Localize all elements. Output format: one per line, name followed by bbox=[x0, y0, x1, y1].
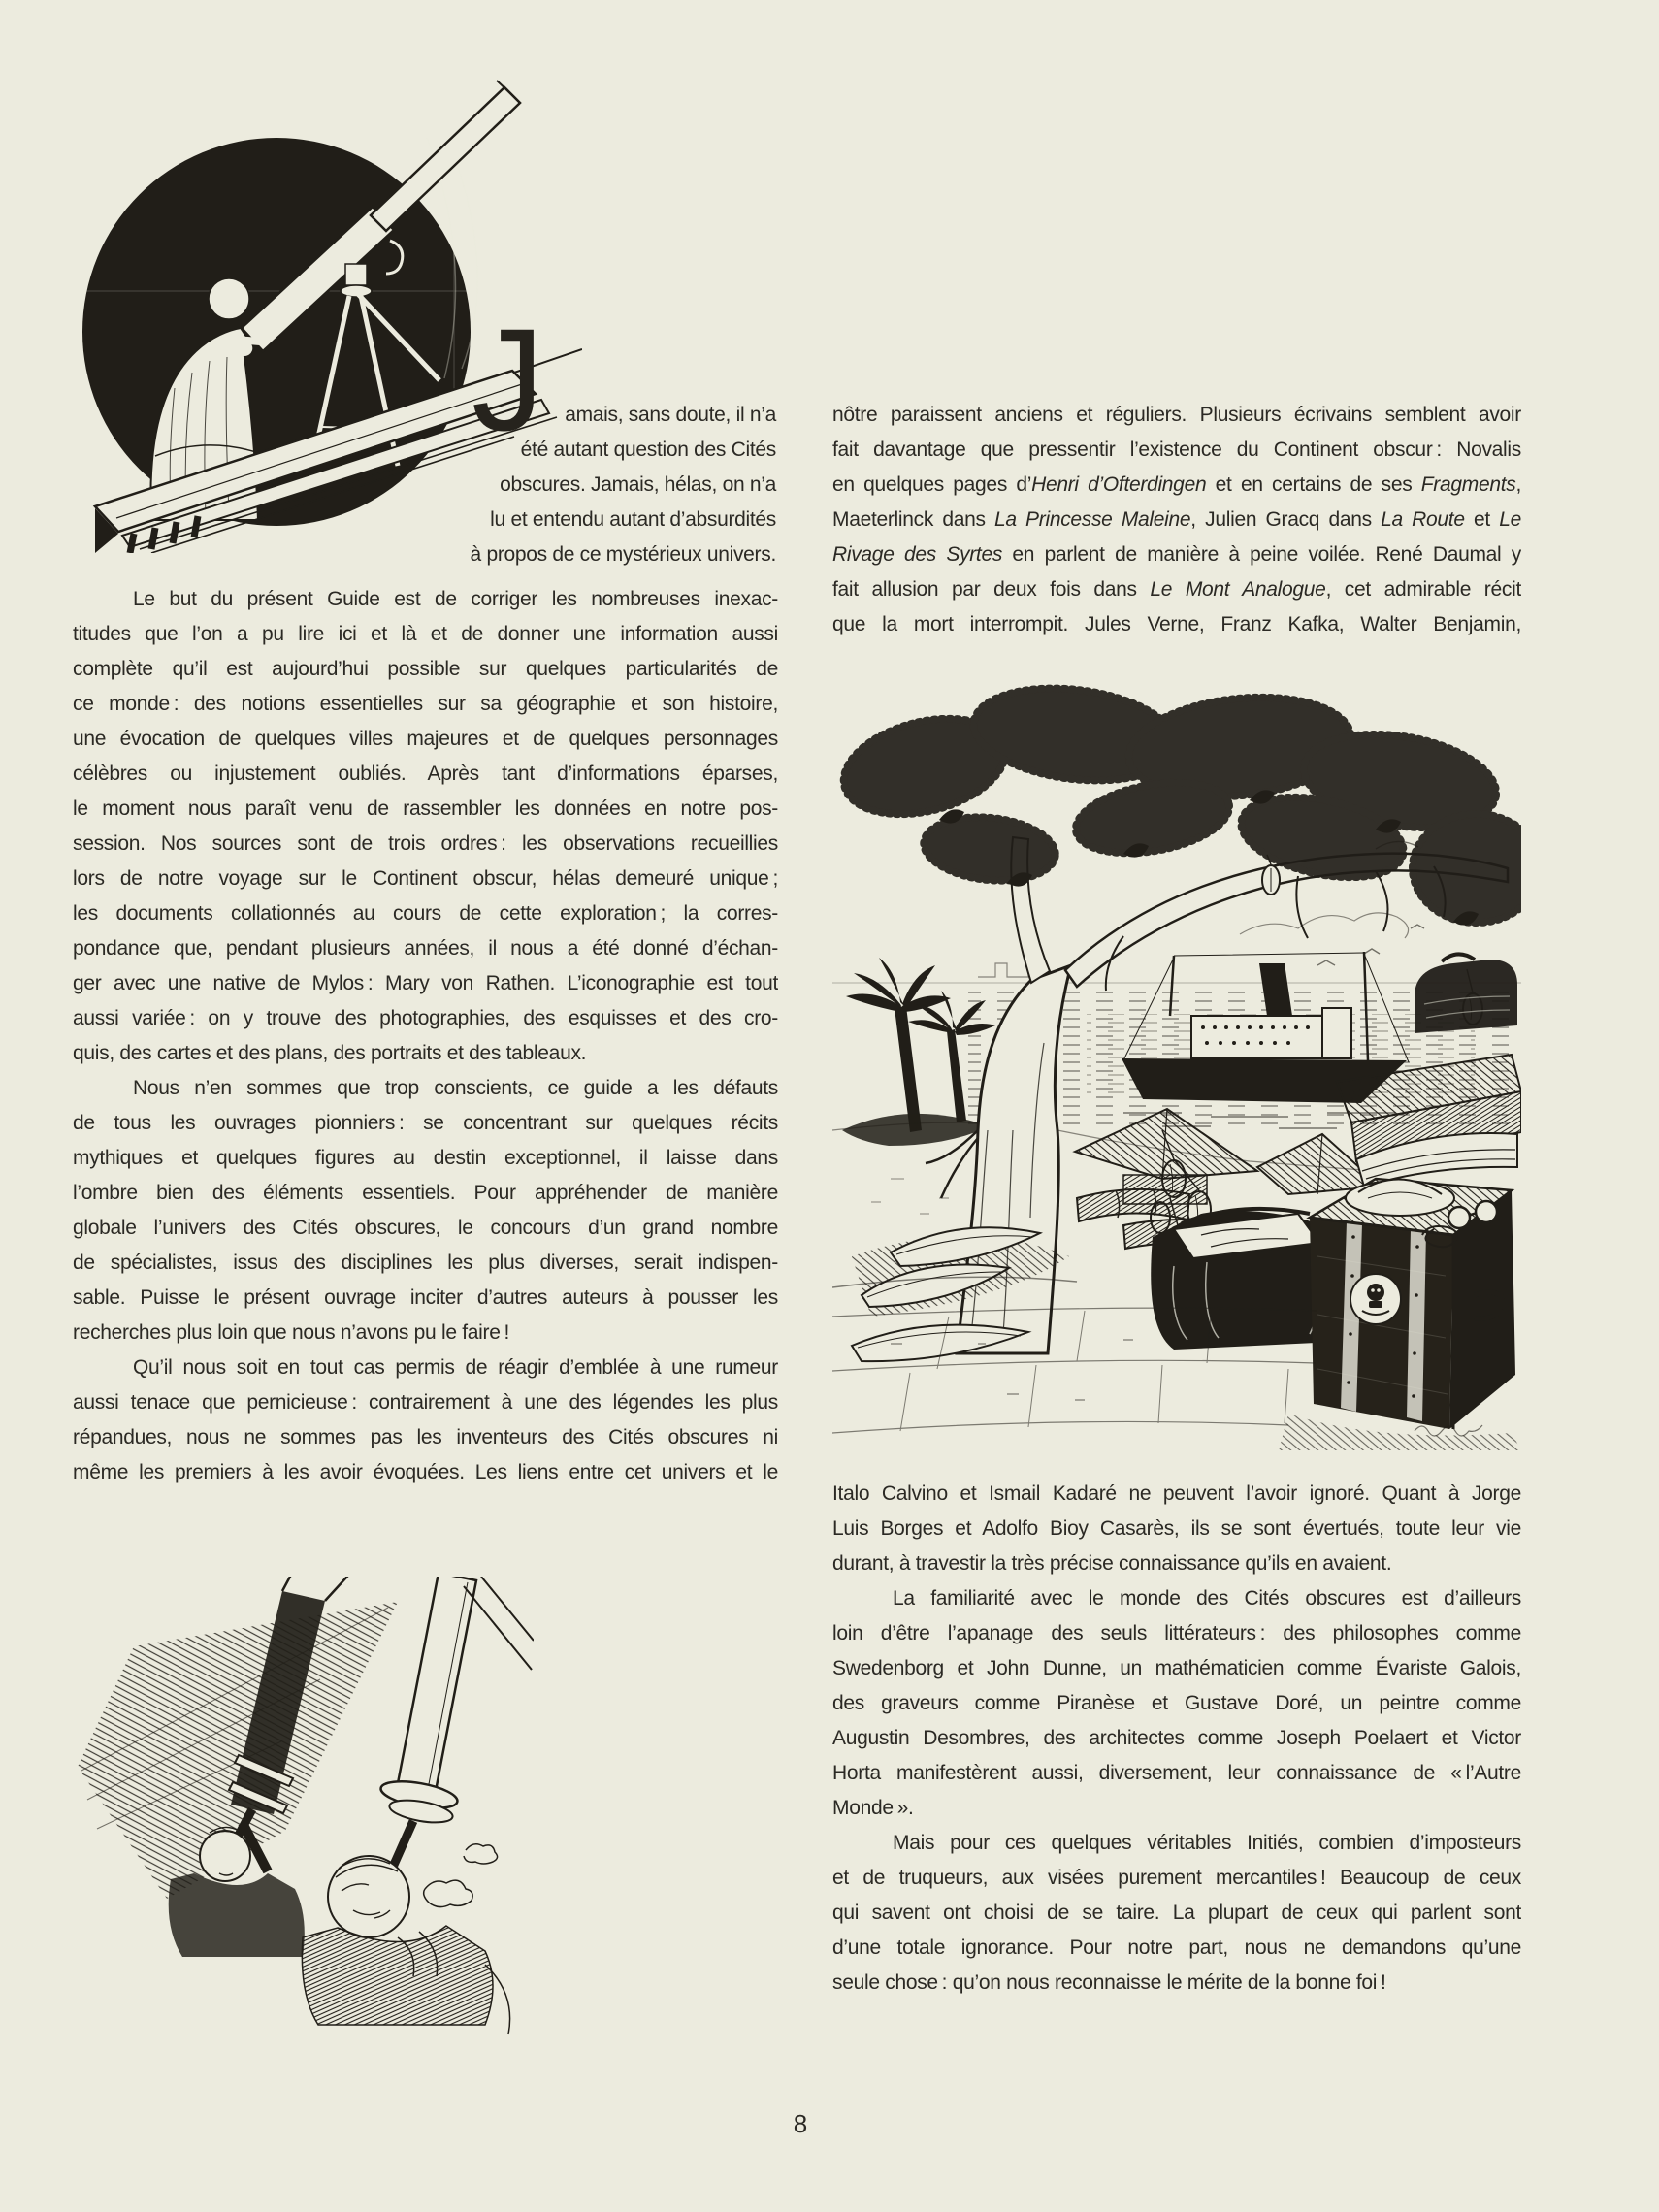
opening-paragraph bbox=[398, 398, 776, 572]
text-line: et de truqueurs, aux visées purement mercantiles ! Beaucoup de ceux bbox=[832, 1867, 1521, 1889]
text-line: globale l’univers des Cités obscures, le concours d’un grand nombre bbox=[73, 1217, 778, 1239]
text-line: fait allusion par deux fois dans Le Mont Analogue, cet admirable récit bbox=[832, 578, 1521, 601]
text-line: amais, sans doute, il n’a bbox=[565, 404, 776, 426]
paragraph bbox=[832, 1581, 1521, 1826]
text-line: que la mort interrompit. Jules Verne, Franz Kafka, Walter Benjamin, bbox=[832, 613, 1521, 635]
text-line: mythiques et quelques figures au destin exceptionnel, il laisse dans bbox=[73, 1147, 778, 1169]
paragraph bbox=[73, 582, 778, 1071]
text-line: les documents collationnés au cours de cette exploration ; la corres- bbox=[73, 902, 778, 925]
text-line: Monde ». bbox=[832, 1797, 914, 1819]
telescope-outline bbox=[379, 1577, 534, 1873]
text-line: qui savent ont choisi de se taire. La plupart de ceux qui parlent sont bbox=[832, 1902, 1521, 1924]
paragraph bbox=[832, 398, 1521, 642]
text-line: fait davantage que pressentir l’existence du Continent obscur : Novalis bbox=[832, 439, 1521, 461]
text-line: Horta manifestèrent aussi, diversement, leur connaissance de « l’Autre bbox=[832, 1762, 1521, 1784]
text-line: Qu’il nous soit en tout cas permis de réagir d’emblée à une rumeur bbox=[133, 1356, 778, 1379]
text-line: Swedenborg et John Dunne, un mathématicien comme Évariste Galois, bbox=[832, 1657, 1521, 1679]
skull-sticker bbox=[1350, 1274, 1401, 1324]
text-line: Le but du présent Guide est de corriger les nombreuses inexac- bbox=[133, 588, 778, 610]
text-line: La familiarité avec le monde des Cités obscures est d’ailleurs bbox=[893, 1587, 1521, 1610]
text-line: titudes que l’on a pu lire ici et là et de donner une information aussi bbox=[73, 623, 778, 645]
text-line: loin d’être l’apanage des seuls littérateurs : des philosophes comme bbox=[832, 1622, 1521, 1644]
text-line: ger avec une native de Mylos : Mary von Rathen. L’iconographie est tout bbox=[73, 972, 778, 994]
text-line: ce monde : des notions essentielles sur sa géographie et son histoire, bbox=[73, 693, 778, 715]
paragraph bbox=[832, 1477, 1521, 1581]
text-line: Maeterlinck dans La Princesse Maleine, Julien Gracq dans La Route et Le bbox=[832, 508, 1521, 531]
text-line: en quelques pages d’Henri d’Ofterdingen et en certains de ses Fragments, bbox=[832, 473, 1521, 496]
text-line: l’ombre bien des éléments essentiels. Pour appréhender de manière bbox=[73, 1182, 778, 1204]
cloud bbox=[1240, 913, 1409, 938]
smoke-puffs bbox=[424, 1844, 498, 1907]
travel-trunk bbox=[1310, 1179, 1515, 1429]
tropical-harbor-luggage-illustration bbox=[832, 674, 1521, 1450]
text-line: même les premiers à les avoir évoquées. Les liens entre cet univers et le bbox=[73, 1461, 778, 1483]
text-line: recherches plus loin que nous n’avons pu le faire ! bbox=[73, 1321, 510, 1344]
text-line: de tous les ouvrages pionniers : se concentrant sur quelques récits bbox=[73, 1112, 778, 1134]
text-line: Rivage des Syrtes en parlent de manière à peine voilée. René Daumal y bbox=[832, 543, 1521, 566]
text-line: d’une totale ignorance. Pour notre part, nous ne demandons qu’une bbox=[832, 1936, 1521, 1959]
text-line: lors de notre voyage sur le Continent obscur, hélas demeuré unique ; bbox=[73, 867, 778, 890]
text-line: des graveurs comme Piranèse et Gustave Doré, un peintre comme bbox=[832, 1692, 1521, 1714]
text-line: célèbres ou injustement oubliés. Après tant d’informations éparses, bbox=[73, 763, 778, 785]
paragraph bbox=[832, 1826, 1521, 2001]
text-line: de spécialistes, issus des disciplines les plus diverses, serait indispen- bbox=[73, 1252, 778, 1274]
text-line: pondance que, pendant plusieurs années, il nous a été donné d’échan- bbox=[73, 937, 778, 960]
tree-foliage bbox=[833, 678, 1521, 923]
text-line: complète qu’il est aujourd’hui possible sur quelques particularités de bbox=[73, 658, 778, 680]
text-line: Augustin Desombres, des architectes comme Joseph Poelaert et Victor bbox=[832, 1727, 1521, 1749]
text-line: aussi variée : on y trouve des photographies, des esquisses et des cro- bbox=[73, 1007, 778, 1029]
text-line: obscures. Jamais, hélas, on n’a bbox=[500, 473, 776, 496]
text-line: sable. Puisse le présent ouvrage inciter d’autres auteurs à pousser les bbox=[73, 1286, 778, 1309]
dropcap: J bbox=[472, 298, 544, 461]
two-observers-telescopes-sketch-illustration bbox=[78, 1577, 534, 2115]
astronomer-head bbox=[209, 278, 249, 319]
text-line: à propos de ce mystérieux univers. bbox=[470, 543, 776, 566]
text-line: quis, des cartes et des plans, des portraits et des tableaux. bbox=[73, 1042, 587, 1064]
paragraph bbox=[73, 1350, 778, 1490]
text-line: seule chose : qu’on nous reconnaisse le mérite de la bonne foi ! bbox=[832, 1971, 1386, 1994]
text-line: Italo Calvino et Ismail Kadaré ne peuvent l’avoir ignoré. Quant à Jorge bbox=[832, 1482, 1521, 1505]
text-line: le moment nous paraît venu de rassembler les données en notre pos- bbox=[73, 797, 778, 820]
page-number: 8 bbox=[793, 2109, 808, 2138]
text-line: répandues, nous ne sommes pas les inventeurs des Cités obscures ni bbox=[73, 1426, 778, 1448]
right-column-upper bbox=[832, 398, 1521, 642]
text-line: Mais pour ces quelques véritables Initiés, combien d’imposteurs bbox=[893, 1832, 1521, 1854]
text-line: Nous n’en sommes que trop conscients, ce guide a les défauts bbox=[133, 1077, 778, 1099]
text-line: session. Nos sources sont de trois ordres : les observations recueillies bbox=[73, 832, 778, 855]
text-line: durant, à travestir la très précise connaissance qu’ils en avaient. bbox=[832, 1552, 1392, 1575]
text-line: nôtre paraissent anciens et réguliers. Plusieurs écrivains semblent avoir bbox=[832, 404, 1521, 426]
left-column bbox=[73, 582, 778, 1490]
right-column-lower bbox=[832, 1477, 1521, 2001]
paragraph bbox=[73, 1071, 778, 1350]
observer-right bbox=[302, 1856, 509, 2034]
text-line: été autant question des Cités bbox=[520, 439, 776, 461]
text-line: lu et entendu autant d’absurdités bbox=[490, 508, 776, 531]
text-line: aussi tenace que pernicieuse : contrairement à une des légendes les plus bbox=[73, 1391, 778, 1414]
text-line: une évocation de quelques villes majeures et de quelques personnages bbox=[73, 728, 778, 750]
text-line: Luis Borges et Adolfo Bioy Casarès, ils se sont évertués, toute leur vie bbox=[832, 1517, 1521, 1540]
